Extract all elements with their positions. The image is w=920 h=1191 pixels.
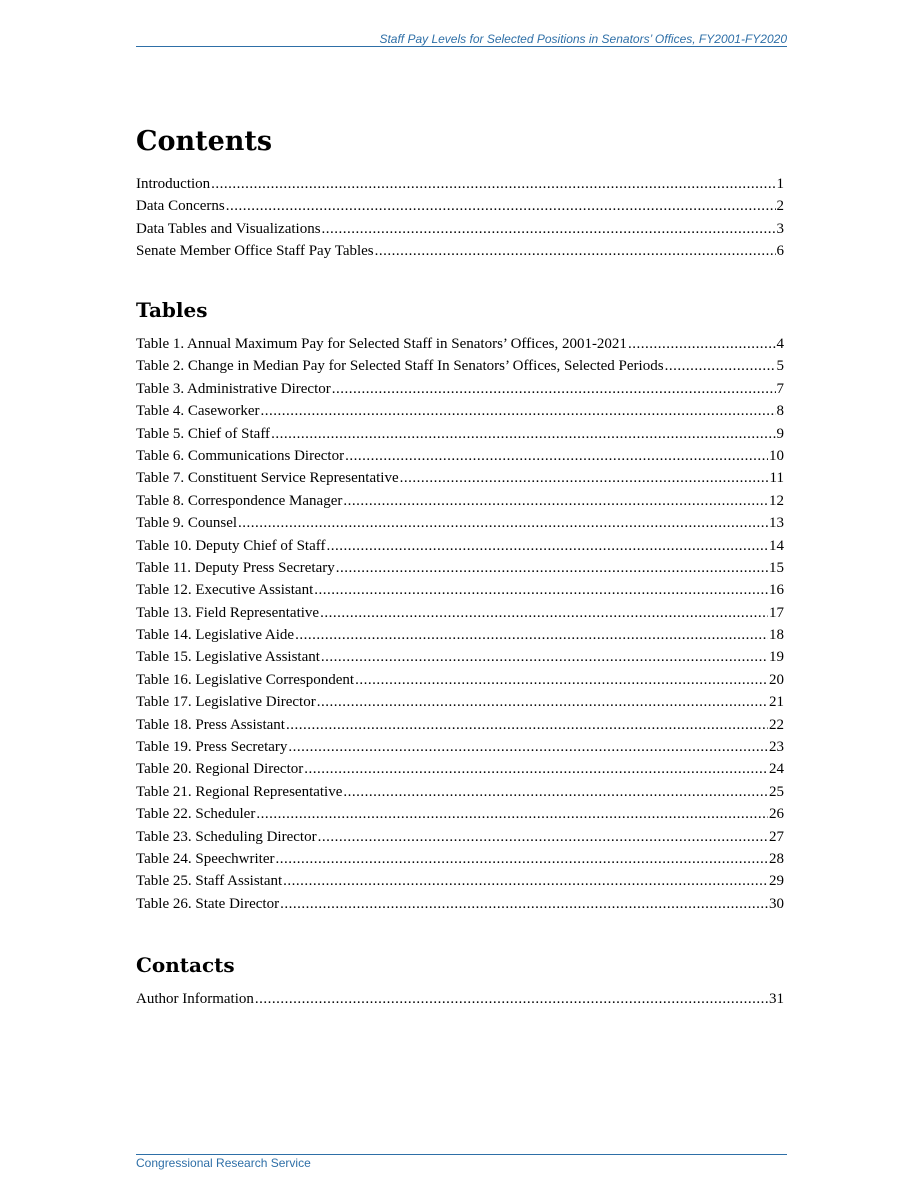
- dot-leader: [321, 646, 768, 668]
- dot-leader: [288, 736, 768, 758]
- toc-entry-label: Data Concerns: [136, 198, 225, 215]
- tables-list: [136, 333, 784, 915]
- contacts-heading: Contacts: [136, 953, 235, 977]
- toc-entry-label: Table 10. Deputy Chief of Staff: [136, 537, 326, 554]
- toc-entry-page-number: 9: [776, 425, 784, 442]
- dot-leader: [326, 535, 768, 557]
- dot-leader: [628, 333, 776, 355]
- toc-entry[interactable]: [136, 758, 784, 780]
- dot-leader: [343, 490, 768, 512]
- toc-entry-page-number: 25: [769, 783, 784, 800]
- dot-leader: [286, 714, 768, 736]
- toc-entry-page-number: 6: [776, 243, 784, 260]
- toc-entry-page-number: 3: [776, 220, 784, 237]
- dot-leader: [322, 218, 776, 240]
- dot-leader: [304, 758, 768, 780]
- toc-entry-page-number: 28: [769, 850, 784, 867]
- toc-entry-page-number: 15: [769, 559, 784, 576]
- toc-entry[interactable]: [136, 173, 784, 195]
- toc-entry[interactable]: [136, 602, 784, 624]
- dot-leader: [355, 669, 768, 691]
- toc-entry-page-number: 27: [769, 828, 784, 845]
- dot-leader: [314, 579, 768, 601]
- toc-entry-label: Table 4. Caseworker: [136, 403, 260, 420]
- dot-leader: [255, 988, 768, 1010]
- running-header: [136, 26, 787, 47]
- toc-entry-page-number: 13: [769, 515, 784, 532]
- toc-entry[interactable]: [136, 490, 784, 512]
- toc-entry-label: Table 17. Legislative Director: [136, 694, 316, 711]
- dot-leader: [317, 691, 768, 713]
- dot-leader: [345, 445, 768, 467]
- toc-entry[interactable]: [136, 848, 784, 870]
- dot-leader: [238, 512, 768, 534]
- toc-entry[interactable]: [136, 535, 784, 557]
- toc-entry[interactable]: [136, 714, 784, 736]
- toc-entry-label: Table 12. Executive Assistant: [136, 582, 314, 599]
- toc-entry[interactable]: [136, 691, 784, 713]
- toc-entry[interactable]: [136, 988, 784, 1010]
- toc-entry[interactable]: [136, 803, 784, 825]
- toc-entry[interactable]: [136, 378, 784, 400]
- toc-entry-page-number: 18: [769, 627, 784, 644]
- toc-entry-label: Table 8. Correspondence Manager: [136, 492, 343, 509]
- running-header-title: Staff Pay Levels for Selected Positions in Senators’ Offices, FY2001-FY2020: [379, 32, 787, 46]
- contents-list: [136, 173, 784, 263]
- dot-leader: [320, 602, 768, 624]
- toc-entry[interactable]: [136, 579, 784, 601]
- toc-entry-page-number: 26: [769, 806, 784, 823]
- toc-entry[interactable]: [136, 781, 784, 803]
- toc-entry-page-number: 5: [776, 358, 784, 375]
- toc-entry[interactable]: [136, 445, 784, 467]
- toc-entry[interactable]: [136, 467, 784, 489]
- toc-entry-page-number: 16: [769, 582, 784, 599]
- toc-entry-label: Author Information: [136, 991, 254, 1007]
- toc-entry[interactable]: [136, 423, 784, 445]
- toc-entry-page-number: 17: [769, 604, 784, 621]
- toc-entry[interactable]: [136, 870, 784, 892]
- toc-entry-page-number: 12: [769, 492, 784, 509]
- toc-entry-page-number: 23: [769, 739, 784, 756]
- toc-entry-page-number: 2: [776, 198, 784, 215]
- toc-entry-page-number: 30: [769, 895, 784, 912]
- dot-leader: [318, 826, 768, 848]
- toc-entry-page-number: 8: [776, 403, 784, 420]
- dot-leader: [295, 624, 768, 646]
- contents-heading: Contents: [136, 126, 273, 157]
- toc-entry-label: Table 24. Speechwriter: [136, 850, 275, 867]
- toc-entry-page-number: 21: [769, 694, 784, 711]
- toc-entry-label: Table 22. Scheduler: [136, 806, 256, 823]
- toc-entry-page-number: 22: [769, 716, 784, 733]
- toc-entry-label: Table 19. Press Secretary: [136, 739, 288, 756]
- tables-heading: Tables: [136, 298, 208, 322]
- toc-entry-page-number: 10: [769, 447, 784, 464]
- dot-leader: [226, 195, 776, 217]
- toc-entry-label: Data Tables and Visualizations: [136, 220, 321, 237]
- toc-entry[interactable]: [136, 893, 784, 915]
- toc-entry-label: Table 5. Chief of Staff: [136, 425, 271, 442]
- toc-entry[interactable]: [136, 400, 784, 422]
- toc-entry-label: Table 2. Change in Median Pay for Selected Staff In Senators’ Offices, Selected Periods: [136, 358, 664, 375]
- toc-entry[interactable]: [136, 218, 784, 240]
- toc-entry-page-number: 20: [769, 671, 784, 688]
- dot-leader: [375, 240, 776, 262]
- toc-entry-label: Table 11. Deputy Press Secretary: [136, 559, 335, 576]
- dot-leader: [271, 423, 775, 445]
- toc-entry-page-number: 31: [769, 991, 784, 1007]
- toc-entry-page-number: 24: [769, 761, 784, 778]
- toc-entry-label: Table 21. Regional Representative: [136, 783, 343, 800]
- toc-entry-label: Table 26. State Director: [136, 895, 280, 912]
- toc-entry[interactable]: [136, 557, 784, 579]
- toc-entry-label: Table 1. Annual Maximum Pay for Selected Staff in Senators’ Offices, 2001-2021: [136, 336, 627, 352]
- dot-leader: [665, 355, 776, 377]
- toc-entry[interactable]: [136, 646, 784, 668]
- toc-entry[interactable]: [136, 240, 784, 262]
- toc-entry-label: Table 25. Staff Assistant: [136, 873, 283, 890]
- toc-entry-page-number: 4: [776, 336, 784, 352]
- toc-entry[interactable]: [136, 826, 784, 848]
- toc-entry-page-number: 14: [769, 537, 784, 554]
- dot-leader: [332, 378, 776, 400]
- page-footer: [136, 1154, 787, 1170]
- footer-text: Congressional Research Service: [136, 1156, 311, 1170]
- toc-entry[interactable]: [136, 195, 784, 217]
- dot-leader: [275, 848, 768, 870]
- dot-leader: [256, 803, 768, 825]
- toc-entry-label: Table 16. Legislative Correspondent: [136, 671, 355, 688]
- dot-leader: [280, 893, 768, 915]
- toc-entry-page-number: 1: [776, 176, 784, 192]
- contacts-list: [136, 988, 784, 1010]
- dot-leader: [400, 467, 769, 489]
- toc-entry-label: Table 13. Field Representative: [136, 604, 320, 621]
- toc-entry[interactable]: [136, 333, 784, 355]
- toc-entry-label: Table 6. Communications Director: [136, 447, 345, 464]
- dot-leader: [343, 781, 768, 803]
- toc-entry-page-number: 19: [769, 649, 784, 666]
- toc-entry[interactable]: [136, 669, 784, 691]
- toc-entry-label: Table 18. Press Assistant: [136, 716, 285, 733]
- toc-entry-label: Table 3. Administrative Director: [136, 380, 331, 397]
- toc-entry-label: Table 14. Legislative Aide: [136, 627, 295, 644]
- dot-leader: [283, 870, 768, 892]
- toc-entry-page-number: 11: [769, 470, 784, 487]
- toc-entry-label: Table 7. Constituent Service Representative: [136, 470, 399, 487]
- toc-entry[interactable]: [136, 624, 784, 646]
- toc-entry-label: Table 15. Legislative Assistant: [136, 649, 320, 666]
- toc-entry-page-number: 29: [769, 873, 784, 890]
- toc-entry[interactable]: [136, 512, 784, 534]
- toc-entry-label: Senate Member Office Staff Pay Tables: [136, 243, 374, 260]
- toc-entry[interactable]: [136, 355, 784, 377]
- dot-leader: [211, 173, 775, 195]
- toc-entry-label: Table 20. Regional Director: [136, 761, 304, 778]
- toc-entry-label: Table 23. Scheduling Director: [136, 828, 317, 845]
- toc-entry[interactable]: [136, 736, 784, 758]
- dot-leader: [261, 400, 776, 422]
- toc-entry-label: Table 9. Counsel: [136, 515, 238, 532]
- dot-leader: [336, 557, 768, 579]
- toc-entry-page-number: 7: [776, 380, 784, 397]
- toc-entry-label: Introduction: [136, 176, 211, 192]
